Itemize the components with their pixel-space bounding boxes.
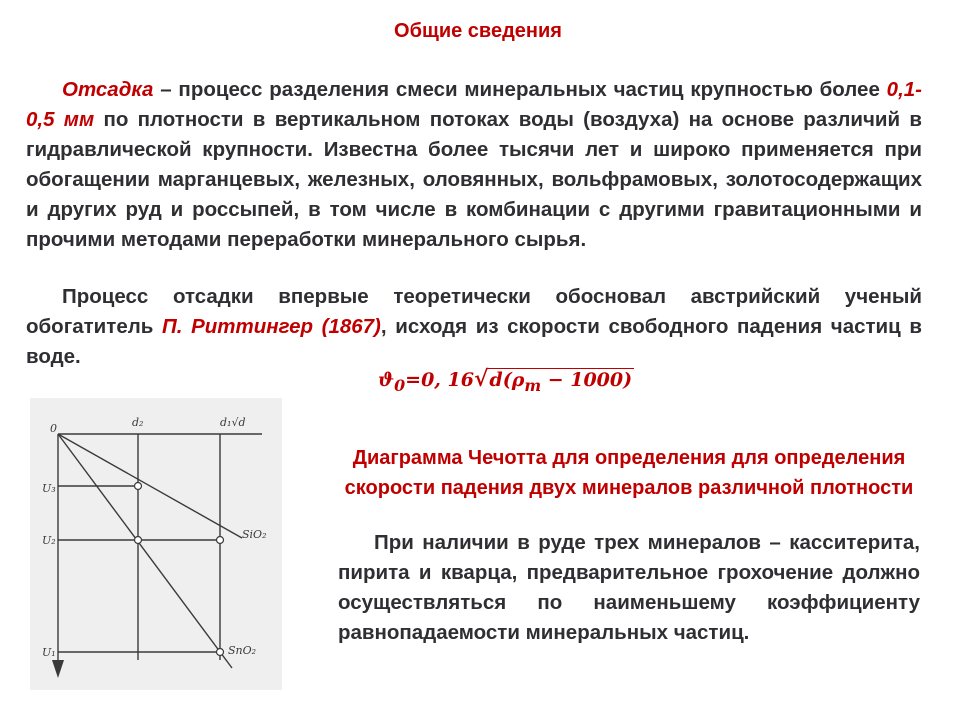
definition-text-part1: – процесс разделения смеси минеральных частиц крупностью более xyxy=(153,78,887,101)
formula-radicand xyxy=(488,368,634,395)
arrow-down-icon xyxy=(52,660,64,678)
origin-label: 0 xyxy=(50,422,57,435)
sno2-line xyxy=(58,434,232,668)
intersection-point xyxy=(217,537,224,544)
diagram-explanation-text xyxy=(338,528,920,648)
formula-radicand-head: d(ρ xyxy=(489,369,525,391)
diagram-explanation-body: При наличии в руде трех минералов – касситерита, пирита и кварца, предварительное грохочение должно осуществляться по наименьшему коэффициенту равнопадаемости минеральных частиц. xyxy=(338,531,920,644)
formula-radicand-tail: − 1000) xyxy=(541,369,633,391)
chechott-diagram-drawing xyxy=(30,398,282,690)
sio2-label: SiO₂ xyxy=(242,528,267,541)
slide-title: Общие сведения xyxy=(394,20,562,42)
term-highlight: Отсадка xyxy=(62,78,154,101)
diagram-caption-title: Диаграмма Чечотта для определения для определения скорости падения двух минералов различной плотности xyxy=(344,447,914,499)
definition-paragraph xyxy=(26,75,922,255)
rittinger-formula xyxy=(378,366,634,395)
formula-radicand-subscript: т xyxy=(524,375,542,395)
size-range-highlight: 0,1-0,5 мм xyxy=(26,78,922,131)
definition-text-part2: по плотности в вертикальном потоках воды (воздуха) на основе различий в гидравлической крупности. Известна более тысячи лет и широко применяется при обогащении марганцевых, железных, оловянных, вольфрамовых, золотосодержащих и других руд и россыпей, в том числе в комбинации с другими гравитационными и прочими методами переработки минерального сырья. xyxy=(26,108,923,251)
history-text-part1: Процесс отсадки впервые теоретически обосновал австрийский ученый обогатитель xyxy=(26,285,922,338)
history-paragraph xyxy=(26,282,922,372)
sqrt-icon: √ xyxy=(473,366,489,392)
chechott-diagram-image xyxy=(30,398,282,690)
history-text-part2: , исходя из скорости свободного падения частиц в воде. xyxy=(26,315,922,368)
formula-lhs: ϑ xyxy=(378,369,395,391)
formula-lhs-subscript: 0 xyxy=(394,375,406,395)
author-highlight: П. Риттингер (1867) xyxy=(162,315,381,338)
u3-label: U₃ xyxy=(42,482,56,495)
d2-label: d₂ xyxy=(132,416,144,429)
sno2-label: SnO₂ xyxy=(228,644,257,657)
formula-equals: = xyxy=(405,369,422,391)
intersection-point xyxy=(135,537,142,544)
formula-coefficient: 0, 16 xyxy=(421,369,474,391)
d1-label: d₁√d xyxy=(220,416,246,429)
u2-label: U₂ xyxy=(42,534,56,547)
u1-label: U₁ xyxy=(42,646,56,659)
intersection-point xyxy=(217,649,224,656)
intersection-point xyxy=(135,483,142,490)
